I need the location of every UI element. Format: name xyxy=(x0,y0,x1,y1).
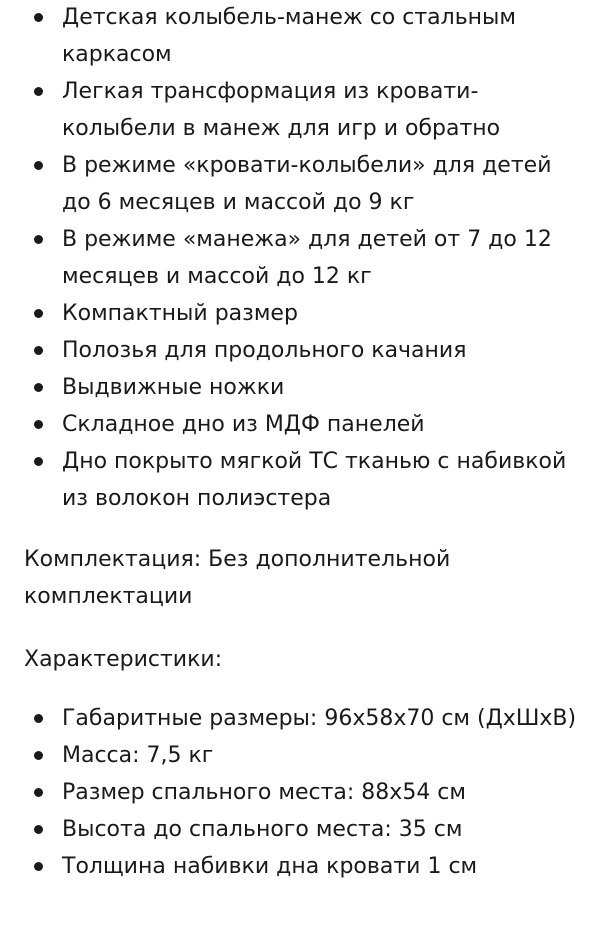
specs-list xyxy=(0,700,600,885)
list-item: Высота до спального места: 35 см xyxy=(0,811,600,848)
list-item: Размер спального места: 88х54 см xyxy=(0,774,600,811)
list-item: Толщина набивки дна кровати 1 см xyxy=(0,848,600,885)
list-item: Детская колыбель-манеж со стальным каркасом xyxy=(0,0,600,73)
list-item: Выдвижные ножки xyxy=(0,369,600,406)
list-item: Компактный размер xyxy=(0,295,600,332)
list-item: Масса: 7,5 кг xyxy=(0,737,600,774)
list-item: Габаритные размеры: 96х58х70 см (ДхШхВ) xyxy=(0,700,600,737)
list-item: Полозья для продольного качания xyxy=(0,332,600,369)
list-item: Легкая трансформация из кровати-колыбели в манеж для игр и обратно xyxy=(0,73,600,147)
list-item: В режиме «манежа» для детей от 7 до 12 месяцев и массой до 12 кг xyxy=(0,221,600,295)
list-item: Дно покрыто мягкой ТС тканью с набивкой из волокон полиэстера xyxy=(0,443,600,517)
kit-paragraph: Комплектация: Без дополнительной комплектации xyxy=(24,547,451,609)
specs-heading: Характеристики: xyxy=(24,647,223,672)
list-item: В режиме «кровати-колыбели» для детей до 6 месяцев и массой до 9 кг xyxy=(0,147,600,221)
list-item: Складное дно из МДФ панелей xyxy=(0,406,600,443)
